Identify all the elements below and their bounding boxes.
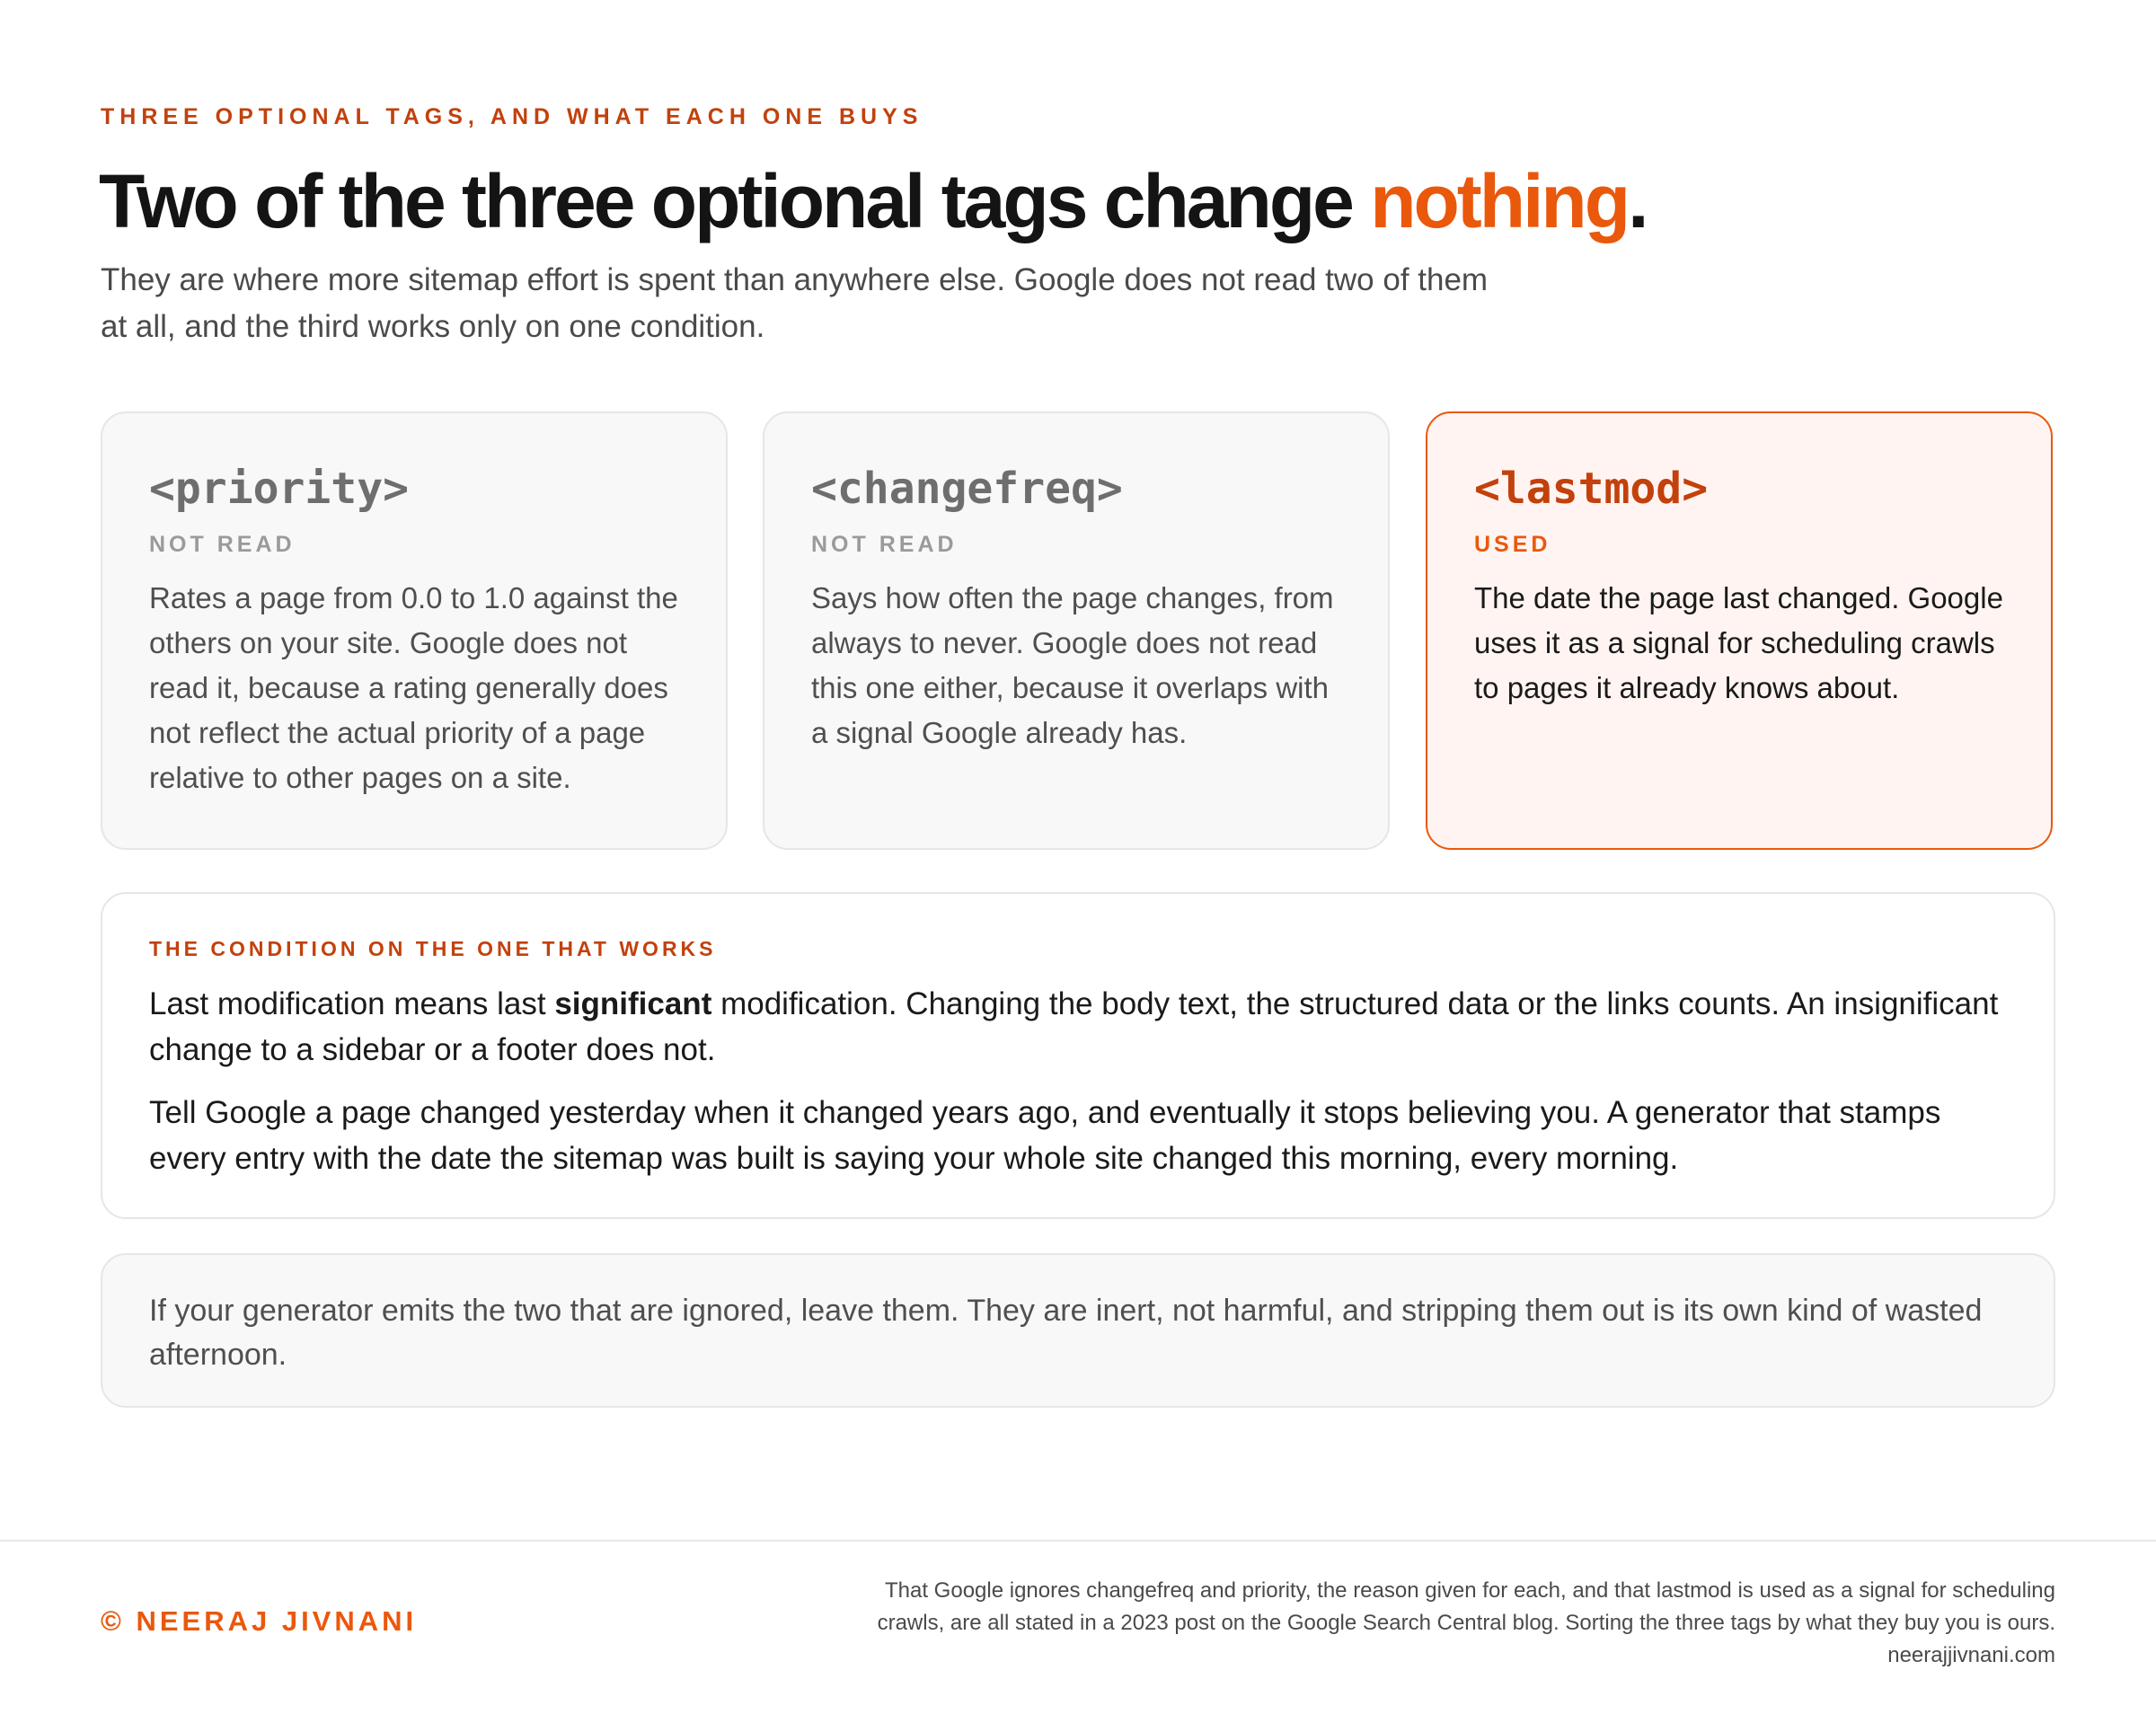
condition-paragraph-2: Tell Google a page changed yesterday when it changed years ago, and eventually it stops believing you. A generator that stamps every entry with the date the sitemap was built is saying your whole site changed this morning, every morning. — [149, 1095, 1941, 1176]
condition-emphasis: significant — [554, 986, 712, 1021]
condition-paragraph-1 — [149, 981, 2007, 1073]
card-body: The date the page last changed. Google uses it as a signal for scheduling crawls to pages it already knows about. — [1474, 581, 2003, 704]
headline-highlight: nothing — [1370, 159, 1629, 243]
card-tag: <priority> — [149, 464, 409, 514]
eyebrow: THREE OPTIONAL TAGS, AND WHAT EACH ONE BUYS — [101, 104, 923, 129]
card-body: Rates a page from 0.0 to 1.0 against the others on your site. Google does not read it, because a rating generally does not reflect the actual priority of a page relative to other pages on a site. — [149, 581, 678, 794]
headline-period: . — [1628, 159, 1647, 243]
card-status: USED — [1474, 532, 1551, 557]
card-changefreq — [763, 411, 1390, 850]
card-body: Says how often the page changes, from always to never. Google does not read this one either, because it overlaps with a signal Google already has. — [811, 581, 1334, 749]
source-line: crawls, are all stated in a 2023 post on the Google Search Central blog. Sorting the three tags by what they buy you is ours. — [877, 1611, 2055, 1635]
footer-brand: © NEERAJ JIVNANI — [101, 1605, 418, 1637]
card-priority — [101, 411, 728, 850]
source-line: That Google ignores changefreq and priority, the reason given for each, and that lastmod is used as a signal for scheduling — [884, 1578, 2055, 1603]
headline-text: Two of the three optional tags change — [99, 159, 1371, 243]
card-tag: <lastmod> — [1474, 464, 1709, 514]
condition-label: THE CONDITION ON THE ONE THAT WORKS — [149, 937, 717, 960]
condition-text: Last modification means last — [149, 986, 555, 1021]
footer-site: neerajjivnani.com — [1887, 1643, 2055, 1667]
footer-divider — [0, 1540, 2156, 1542]
condition-panel — [101, 892, 2055, 1219]
intro-text: They are where more sitemap effort is spent than anywhere else. Google does not read two of them at all, and the third works only on one condition. — [101, 262, 1489, 344]
card-lastmod — [1426, 411, 2053, 850]
note-panel: If your generator emits the two that are ignored, leave them. They are inert, not harmful, and stripping them out is its own kind of wasted afternoon. — [101, 1253, 2055, 1408]
card-status: NOT READ — [149, 532, 296, 557]
card-status: NOT READ — [811, 532, 958, 557]
condition-text: modification. Changing the body text, the structured data or the links counts. An insignificant change to a sidebar or a footer does not. — [149, 986, 1999, 1067]
footer-source — [780, 1575, 2055, 1672]
page-title — [99, 155, 2075, 248]
card-tag: <changefreq> — [811, 464, 1123, 514]
